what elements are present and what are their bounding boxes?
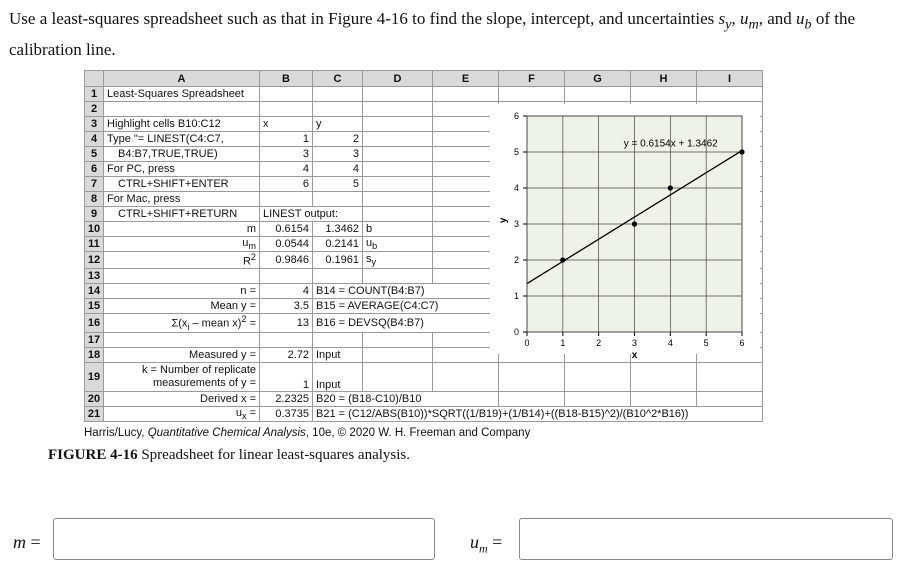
col-header-c: C [313,71,363,87]
cell-b18: 2.72 [260,347,313,362]
row-number: 13 [85,268,104,283]
row-number: 15 [85,298,104,313]
row-number: 2 [85,102,104,117]
x-tick-label: 2 [596,338,602,348]
cell-b10: 0.6154 [260,222,313,237]
question-text: Use a least-squares spreadsheet such as that in Figure 4-16 to find the slope, intercept, and uncertainties $s_y$, $u_m$, and $u_b$ of the calibration line. [9,9,856,60]
y-tick-label: 4 [513,183,519,193]
m-label: m = [13,532,41,552]
cell-b5: 3 [260,147,313,162]
table-row [85,406,763,421]
cell-b7: 6 [260,177,313,192]
cell-a16: $\Sigma(x_i$ – mean x)$^2$ = [104,313,260,332]
row-number: 6 [85,162,104,177]
data-point [560,257,565,262]
cell-d11: $u_b$ [363,237,433,252]
y-tick-label: 0 [513,327,519,337]
x-tick-label: 4 [667,338,673,348]
cell-b12: 0.9846 [260,252,313,269]
var-ub: $u_b$ [796,9,812,33]
x-tick-label: 6 [739,338,745,348]
y-tick-label: 5 [513,147,519,157]
cell-c16: B16 = DEVSQ(B4:B7) [313,313,499,332]
cell-a3: Highlight cells B10:C12 [104,117,260,132]
cell-a8: For Mac, press [104,192,260,207]
cell-a4: Type "= LINEST(C4:C7, [104,132,260,147]
cell-d12: $s_y$ [363,252,433,269]
cell-a15: Mean y = [104,298,260,313]
col-header-b: B [260,71,313,87]
cell-c10: 1.3462 [313,222,363,237]
row-number: 8 [85,192,104,207]
cell-a5: B4:B7,TRUE,TRUE) [104,147,260,162]
cell-c11: 0.2141 [313,237,363,252]
row-number: 7 [85,177,104,192]
x-tick-label: 0 [524,338,530,348]
cell-c19: Input [313,362,363,391]
cell-a6: For PC, press [104,162,260,177]
cell-c21: B21 = (C12/ABS(B10))*SQRT((1/B19)+(1/B14)+((B18-B15)^2)/(B10^2*B16)) [313,406,763,421]
x-axis-label: x [631,350,638,361]
cell-b6: 4 [260,162,313,177]
cell-b3: x [260,117,313,132]
figure-credit: Harris/Lucy, Quantitative Chemical Analysis, 10e, © 2020 W. H. Freeman and Company [84,427,531,439]
x-tick-label: 1 [560,338,566,348]
col-header-h: H [631,71,697,87]
row-number: 20 [85,391,104,406]
cell-c20: B20 = (B18-C10)/B10 [313,391,499,406]
cell-c14: B14 = COUNT(B4:B7) [313,283,499,298]
y-tick-label: 6 [513,111,519,121]
cell-b20: 2.2325 [260,391,313,406]
cell-c4: 2 [313,132,363,147]
table-row [85,362,763,391]
cell-c6: 4 [313,162,363,177]
row-number: 1 [85,87,104,102]
cell-a11: $u_m$ [104,237,260,252]
table-row [85,87,763,102]
cell-b14: 4 [260,283,313,298]
um-label: $u_m$ = [470,532,503,556]
data-point [668,185,673,190]
cell-a10: m [104,222,260,237]
row-number: 9 [85,207,104,222]
cell-d10: b [363,222,433,237]
cell-a9: CTRL+SHIFT+RETURN [104,207,260,222]
row-number: 12 [85,252,104,269]
cell-c7: 5 [313,177,363,192]
figure-caption [48,447,410,464]
equation-label: y = 0.6154x + 1.3462 [623,138,718,150]
x-tick-label: 3 [631,338,638,348]
var-um: $u_m$ [739,9,759,33]
row-number: 14 [85,283,104,298]
cell-c12: 0.1961 [313,252,363,269]
cell-a14: n = [104,283,260,298]
calibration-chart [490,104,760,361]
cell-b9: LINEST output: [260,207,363,222]
figure-label: FIGURE 4-16 [48,447,138,463]
row-number: 16 [85,313,104,332]
cell-a12: $R^2$ [104,252,260,269]
cell-b21: 0.3735 [260,406,313,421]
row-number: 18 [85,347,104,362]
row-number: 4 [85,132,104,147]
col-header-f: F [499,71,565,87]
question-lead: Use a least-squares spreadsheet such as that in Figure 4-16 to find the slope, intercept, and uncertainties [9,9,715,28]
cell-a1: Least-Squares Spreadsheet [104,87,260,102]
row-number: 3 [85,117,104,132]
credit-book-title: Quantitative Chemical Analysis [147,427,306,439]
col-header-d: D [363,71,433,87]
data-point [739,149,744,154]
table-row [85,391,763,406]
cell-c18: Input [313,347,363,362]
data-point [632,221,637,226]
cell-a19: k = Number of replicate measurements of y = [104,362,260,391]
cell-c5: 3 [313,147,363,162]
row-number: 17 [85,332,104,347]
cell-a21: $u_x$ = [104,406,260,421]
row-number: 19 [85,362,104,391]
col-header-e: E [433,71,499,87]
y-tick-label: 2 [513,255,519,265]
row-number: 21 [85,406,104,421]
row-number: 5 [85,147,104,162]
cell-a20: Derived x = [104,391,260,406]
y-tick-label: 1 [513,291,519,301]
cell-b19: 1 [260,362,313,391]
y-tick-label: 3 [513,219,519,229]
corner-cell [85,71,104,87]
cell-a7: CTRL+SHIFT+ENTER [104,177,260,192]
figure-caption-text: Spreadsheet for linear least-squares analysis. [141,447,410,463]
cell-b16: 13 [260,313,313,332]
col-header-g: G [565,71,631,87]
cell-a18: Measured y = [104,347,260,362]
column-header-row [85,71,763,87]
y-axis-label: y [498,217,509,224]
row-number: 11 [85,237,104,252]
row-number: 10 [85,222,104,237]
cell-c3: y [313,117,363,132]
cell-c15: B15 = AVERAGE(C4:C7) [313,298,499,313]
col-header-a: A [104,71,260,87]
question-tail: of the calibration line. [9,9,856,60]
cell-b11: 0.0544 [260,237,313,252]
cell-b4: 1 [260,132,313,147]
cell-b15: 3.5 [260,298,313,313]
m-answer-input[interactable] [53,518,435,560]
x-tick-label: 5 [703,338,709,348]
col-header-i: I [697,71,763,87]
um-answer-input[interactable] [519,518,893,560]
var-sy: $s_y$ [718,9,732,33]
